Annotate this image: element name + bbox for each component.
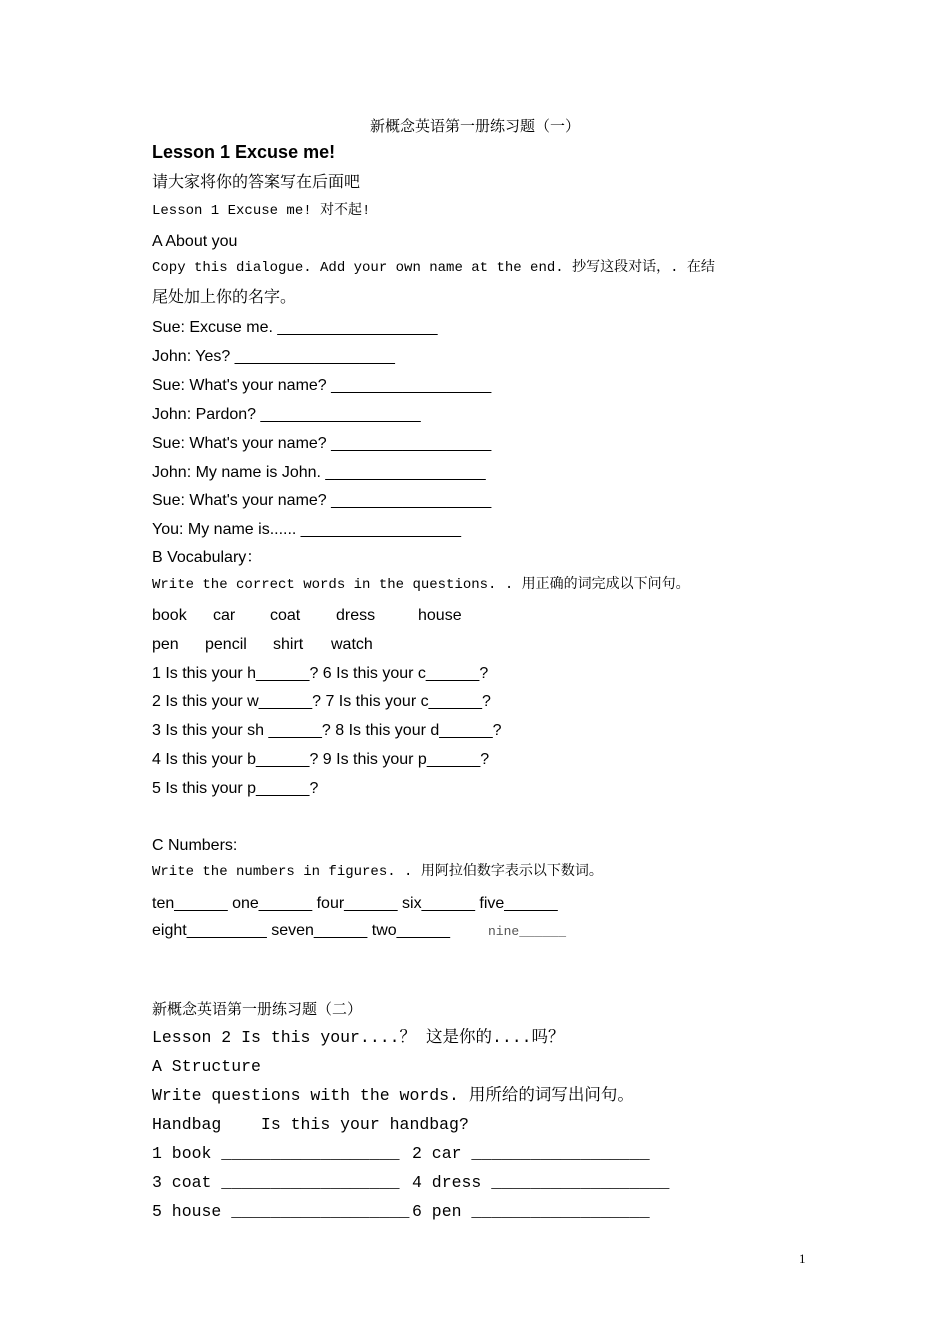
vocab-word: pen (152, 636, 179, 653)
vocab-question: 3 Is this your sh ______? 8 Is this your d______? (152, 722, 502, 739)
lesson2-item: 5 house __________________ (152, 1202, 410, 1221)
section-a-instruction-1: Copy this dialogue. Add your own name at the end. 抄写这段对话，. 在结 (152, 260, 715, 276)
dialogue-line: John: My name is John. __________________ (152, 464, 486, 481)
lesson2-item: 3 coat __________________ (152, 1173, 400, 1192)
lesson2-item: 2 car __________________ (412, 1144, 650, 1163)
lesson2-section-a-title: A Structure (152, 1057, 261, 1076)
dialogue-line: You: My name is...... __________________ (152, 521, 461, 538)
vocab-word: watch (331, 636, 373, 653)
section-a-title: A About you (152, 233, 238, 250)
vocab-question: 2 Is this your w______? 7 Is this your c______? (152, 693, 491, 710)
lesson2-instruction: Write questions with the words. 用所给的词写出问句。 (152, 1086, 634, 1105)
vocab-question: 5 Is this your p______? (152, 780, 319, 797)
dialogue-line: Sue: What's your name? __________________ (152, 377, 492, 394)
section-a-instruction-2: 尾处加上你的名字。 (152, 289, 297, 306)
dialogue-line: Sue: What's your name? __________________ (152, 435, 492, 452)
lesson2-item: 1 book __________________ (152, 1144, 400, 1163)
vocab-word: shirt (273, 636, 304, 653)
lesson2-heading: Lesson 2 Is this your....？ 这是你的....吗？ (152, 1028, 565, 1047)
section-b-instruction: Write the correct words in the questions. . 用正确的词完成以下问句。 (152, 577, 690, 593)
page-number: 1 (799, 1251, 806, 1266)
lesson2-example: Handbag Is this your handbag? (152, 1115, 469, 1134)
dialogue-line: Sue: What's your name? __________________ (152, 492, 492, 509)
vocab-word: car (213, 607, 236, 624)
dialogue-line: Sue: Excuse me. __________________ (152, 319, 438, 336)
dialogue-line: John: Pardon? __________________ (152, 406, 421, 423)
numbers-row-extra: nine______ (488, 924, 567, 939)
page-title-2: 新概念英语第一册练习题（二） (152, 1002, 363, 1018)
page-title-1: 新概念英语第一册练习题（一） (369, 119, 580, 135)
section-c-title: C Numbers: (152, 837, 238, 854)
vocab-word: house (418, 607, 462, 624)
lesson2-item: 4 dress __________________ (412, 1173, 670, 1192)
lesson1-heading: Lesson 1 Excuse me! (152, 142, 336, 162)
lesson2-item: 6 pen __________________ (412, 1202, 650, 1221)
vocab-word: book (152, 607, 187, 624)
dialogue-line: John: Yes? __________________ (152, 348, 395, 365)
section-b-title: B Vocabulary： (152, 549, 263, 566)
vocab-question: 1 Is this your h______? 6 Is this your c______? (152, 665, 489, 682)
vocab-word: dress (336, 607, 376, 624)
lesson1-subtitle: Lesson 1 Excuse me! 对不起! (152, 203, 371, 219)
lesson1-instruction: 请大家将你的答案写在后面吧 (152, 174, 361, 191)
vocab-word: pencil (205, 636, 247, 653)
section-c-instruction: Write the numbers in figures. . 用阿拉伯数字表示以下数词。 (152, 864, 603, 880)
vocab-word: coat (270, 607, 301, 624)
numbers-row: ten______ one______ four______ six______ five______ (152, 895, 558, 912)
vocab-question: 4 Is this your b______? 9 Is this your p______? (152, 751, 490, 768)
numbers-row: eight_________ seven______ two______ (152, 922, 451, 939)
